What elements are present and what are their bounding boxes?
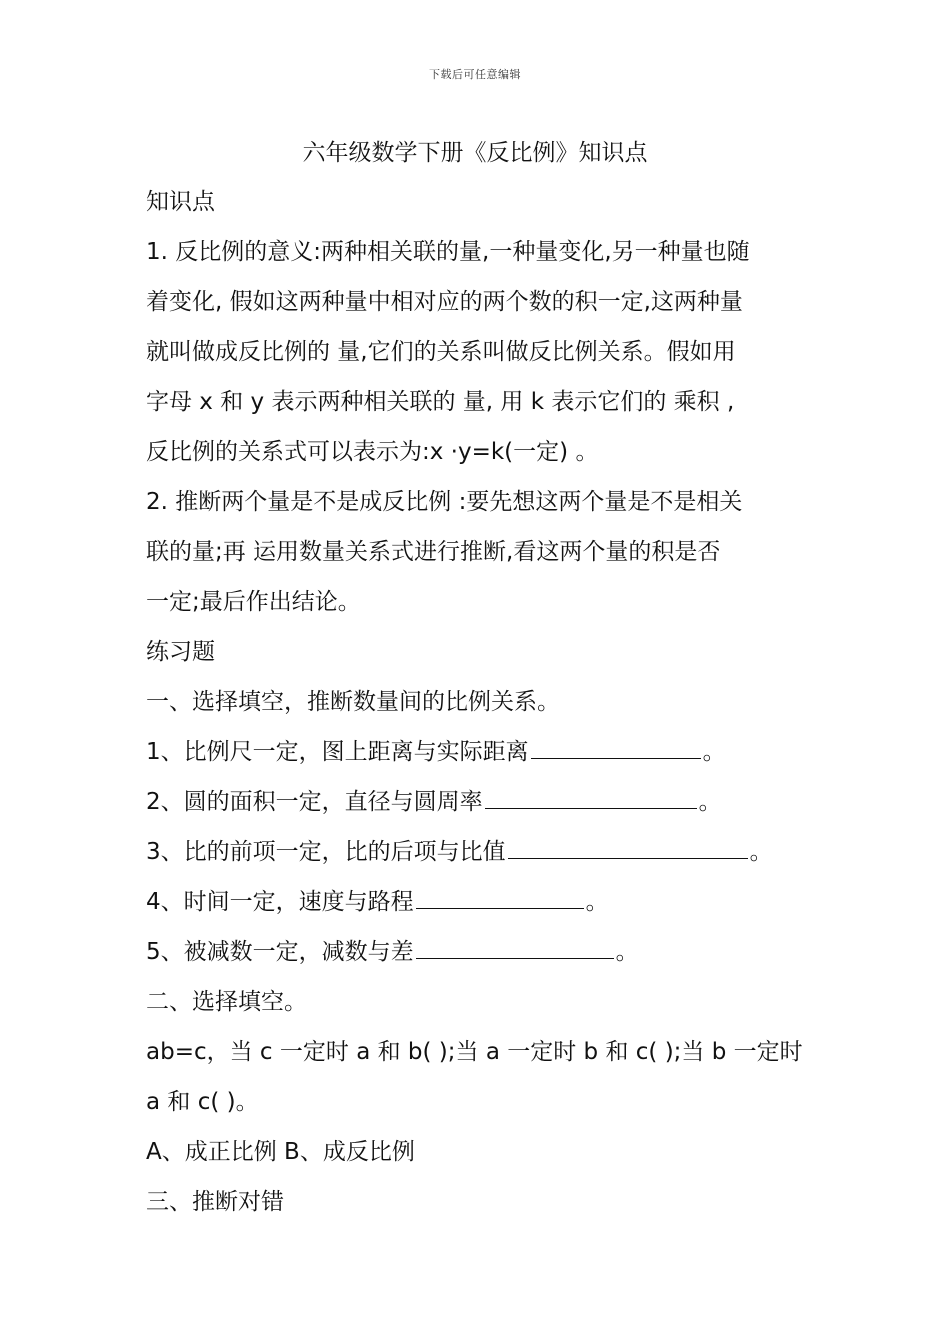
text-line: 1. 反比例的意义:两种相关联的量,一种量变化,另一种量也随 bbox=[146, 239, 750, 265]
text-line: 反比例的关系式可以表示为:x ·y=k(一定) 。 bbox=[146, 439, 599, 465]
fill-item-text: 4、时间一定，速度与路程 bbox=[146, 889, 414, 915]
answer-blank[interactable] bbox=[416, 880, 584, 909]
fill-item-text: 5、被减数一定，减数与差 bbox=[146, 939, 414, 965]
exercise-heading-3: 三、推断对错 bbox=[146, 1189, 284, 1215]
answer-blank[interactable] bbox=[531, 730, 701, 759]
exercise-heading-2: 二、选择填空。 bbox=[146, 989, 307, 1015]
text-line: a 和 c( )。 bbox=[146, 1089, 259, 1115]
text-line: 2. 推断两个量是不是成反比例 :要先想这两个量是不是相关 bbox=[146, 489, 743, 515]
text-line: 字母 x 和 y 表示两种相关联的 量, 用 k 表示它们的 乘积 , bbox=[146, 389, 735, 415]
header-note: 下载后可任意编辑 bbox=[429, 68, 521, 81]
page-title: 六年级数学下册《反比例》知识点 bbox=[302, 140, 648, 166]
text-line: 着变化, 假如这两种量中相对应的两个数的积一定,这两种量 bbox=[146, 289, 743, 315]
answer-blank[interactable] bbox=[508, 830, 748, 859]
fill-item-end: 。 bbox=[749, 839, 773, 865]
fill-item-end: 。 bbox=[698, 789, 722, 815]
fill-item-end: 。 bbox=[615, 939, 639, 965]
text-line: ab=c，当 c 一定时 a 和 b( );当 a 一定时 b 和 c( );当 b 一定时 bbox=[146, 1039, 803, 1065]
fill-item-text: 1、比例尺一定，图上距离与实际距离 bbox=[146, 739, 529, 765]
exercise-heading-1: 一、选择填空，推断数量间的比例关系。 bbox=[146, 689, 560, 715]
fill-item-text: 2、圆的面积一定，直径与圆周率 bbox=[146, 789, 483, 815]
section-heading-exercises: 练习题 bbox=[146, 639, 215, 665]
document-body bbox=[146, 180, 816, 1230]
options-line: A、成正比例 B、成反比例 bbox=[146, 1139, 415, 1165]
text-line: 就叫做成反比例的 量,它们的关系叫做反比例关系。假如用 bbox=[146, 339, 736, 365]
fill-item-text: 3、比的前项一定，比的后项与比值 bbox=[146, 839, 506, 865]
fill-item bbox=[146, 830, 816, 880]
section-heading-knowledge: 知识点 bbox=[146, 189, 215, 215]
answer-blank[interactable] bbox=[416, 930, 614, 959]
fill-item bbox=[146, 930, 816, 980]
fill-item-end: 。 bbox=[702, 739, 726, 765]
fill-item-end: 。 bbox=[585, 889, 609, 915]
fill-item bbox=[146, 880, 816, 930]
text-line: 联的量;再 运用数量关系式进行推断,看这两个量的积是否 bbox=[146, 539, 721, 565]
answer-blank[interactable] bbox=[485, 780, 697, 809]
fill-item bbox=[146, 730, 816, 780]
fill-item bbox=[146, 780, 816, 830]
text-line: 一定;最后作出结论。 bbox=[146, 589, 361, 615]
